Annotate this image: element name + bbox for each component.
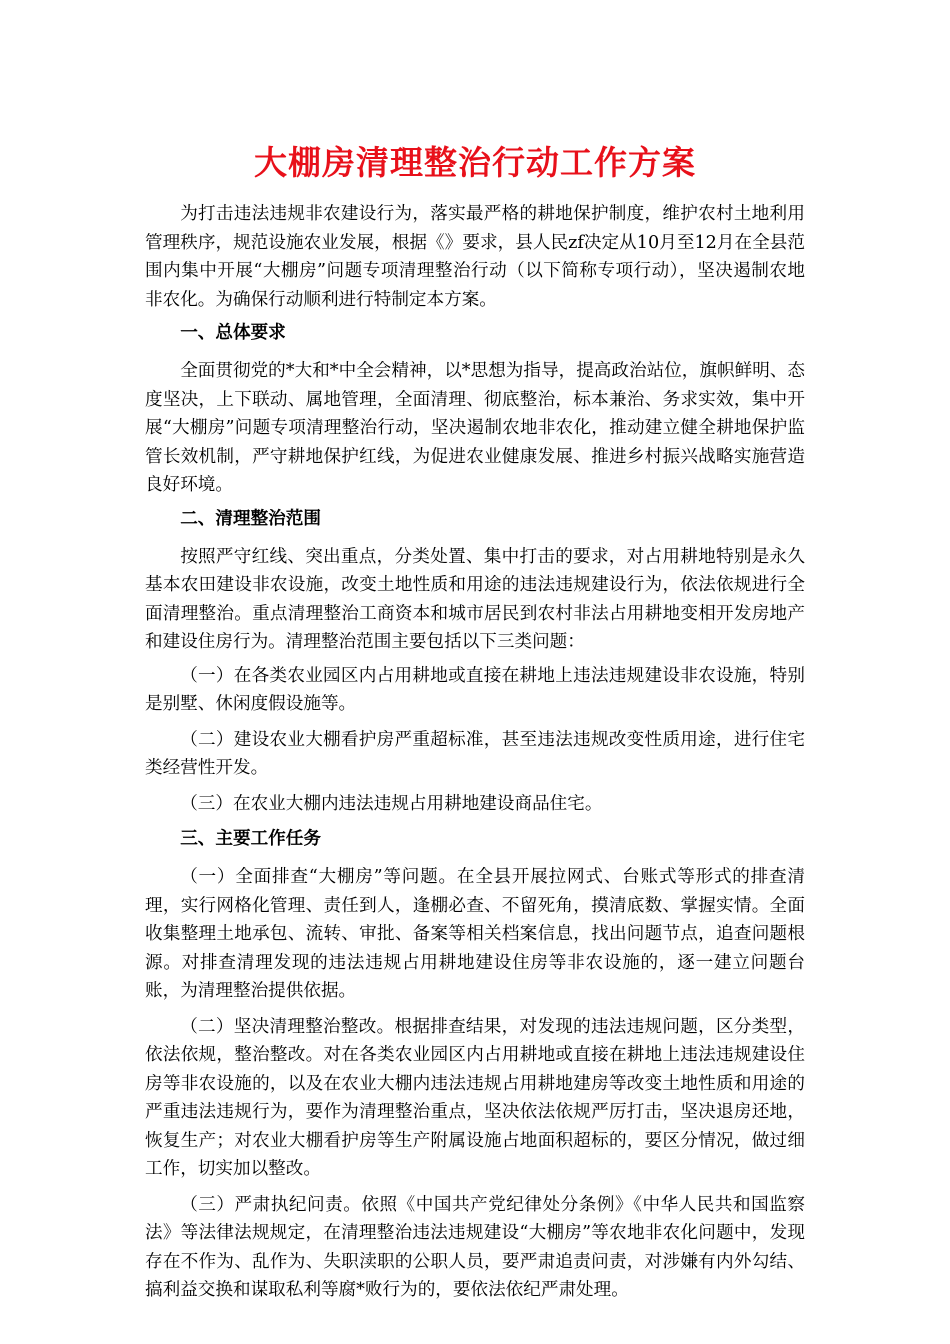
task-item-1: （一）全面排查“大棚房”等问题。在全县开展拉网式、台账式等形式的排查清理，实行网格化管理、责任到人，逢棚必查、不留死角，摸清底数、掌握实情。全面收集整理土地承包、流转、审批、备案等相关档案信息，找出问题节点，追查问题根源。对排查清理发现的违法违规占用耕地建设住房等非农设施的，逐一建立问题台账，为清理整治提供依据。: [145, 867, 805, 1001]
task-item-3: （三）严肃执纪问责。依照《中国共产党纪律处分条例》《中华人民共和国监察法》等法律法规规定，在清理整治违法违规建设“大棚房”等农地非农化问题中，发现存在不作为、乱作为、失职渎职的公职人员，要严肃追责问责，对涉嫌有内外勾结、搞利益交换和谋取私利等腐*败行为的，要依法依纪严肃处理。: [145, 1194, 805, 1300]
intro-paragraph: 为打击违法违规非农建设行为，落实最严格的耕地保护制度，维护农村土地利用管理秩序，规范设施农业发展，根据《》要求，县人民zf决定从10月至12月在全县范围内集中开展“大棚房”问题专项清理整治行动（以下简称专项行动），坚决遏制农地非农化。为确保行动顺利进行特制定本方案。: [145, 204, 805, 310]
document-title: 大棚房清理整治行动工作方案: [254, 143, 696, 182]
scope-item-3: （三）在农业大棚内违法违规占用耕地建设商品住宅。: [180, 793, 603, 814]
scope-item-1: （一）在各类农业园区内占用耕地或直接在耕地上违法违规建设非农设施，特别是别墅、休闲度假设施等。: [145, 665, 805, 714]
section-1-paragraph: 全面贯彻党的*大和*中全会精神，以*思想为指导，提高政治站位，旗帜鲜明、态度坚决，上下联动、属地管理，全面清理、彻底整治，标本兼治、务求实效，集中开展“大棚房”问题专项清理整治行动，坚决遏制农地非农化，推动建立健全耕地保护监管长效机制，严守耕地保护红线，为促进农业健康发展、推进乡村振兴战略实施营造良好环境。: [145, 361, 805, 495]
scope-item-2: （二）建设农业大棚看护房严重超标准，甚至违法违规改变性质用途，进行住宅类经营性开发。: [145, 729, 805, 778]
section-heading-scope: 二、清理整治范围: [180, 508, 321, 529]
section-2-paragraph: 按照严守红线、突出重点，分类处置、集中打击的要求，对占用耕地特别是永久基本农田建设非农设施，改变土地性质和用途的违法违规建设行为，依法依规进行全面清理整治。重点清理整治工商资本和城市居民到农村非法占用耕地变相开发房地产和建设住房行为。清理整治范围主要包括以下三类问题：: [145, 546, 805, 652]
section-heading-main-tasks: 三、主要工作任务: [180, 829, 321, 849]
section-heading-overall-requirements: 一、总体要求: [180, 323, 286, 343]
document-page: [145, 126, 805, 1312]
task-item-2: （二）坚决清理整治整改。根据排查结果，对发现的违法违规问题，区分类型，依法依规，整治整改。对在各类农业园区内占用耕地或直接在耕地上违法违规建设住房等非农设施的，以及在农业大棚内违法违规占用耕地建房等改变土地性质和用途的严重违法违规行为，要作为清理整治重点，坚决依法依规严厉打击，坚决退房还地，恢复生产；对农业大棚看护房等生产附属设施占地面积超标的，要区分情况，做过细工作，切实加以整改。: [145, 1016, 805, 1179]
